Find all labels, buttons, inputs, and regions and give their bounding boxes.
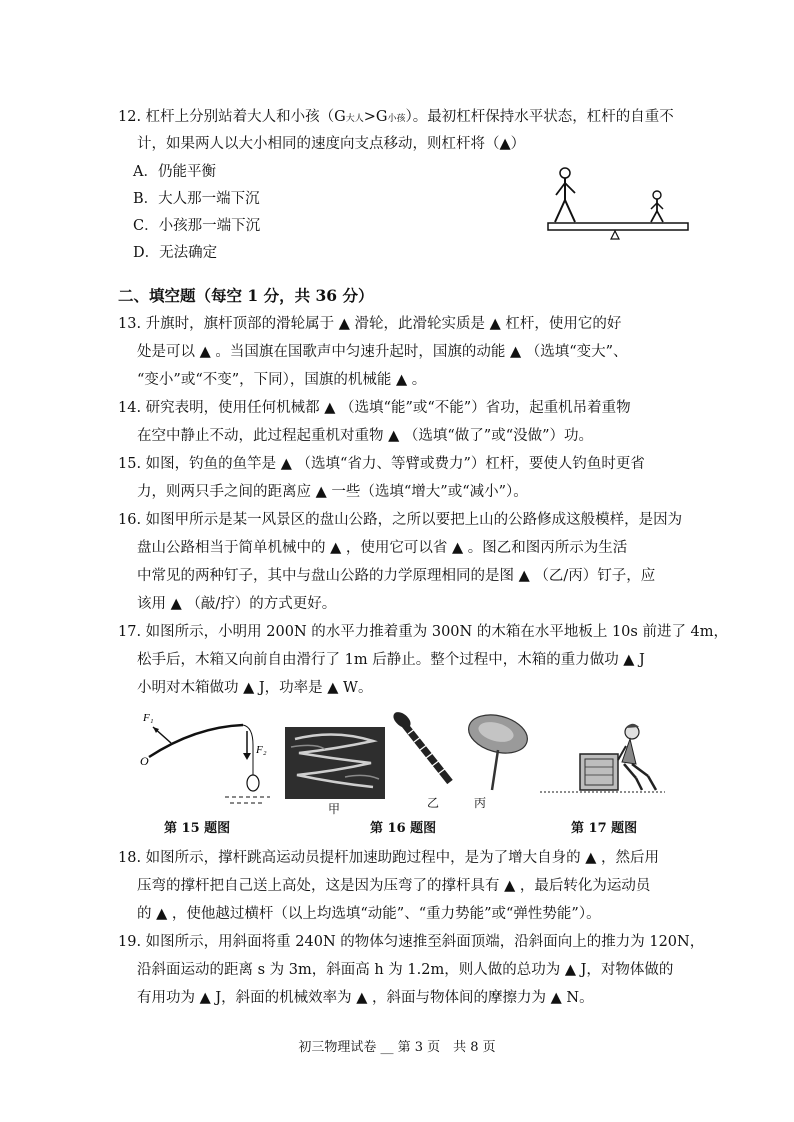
page-footer: 初三物理试卷 __ 第 3 页 共 8 页	[298, 1040, 496, 1055]
q16-line-4: 该用 ▲ （敲/拧）的方式更好。	[137, 596, 337, 612]
q16-line-3: 中常见的两种钉子，其中与盘山公路的力学原理相同的是图 ▲ （乙/丙）钉子，应	[137, 568, 656, 584]
q19-line-2: 沿斜面运动的距离 s 为 3m，斜面高 h 为 1.2m，则人做的总功为 ▲ J，对物体做的	[137, 962, 674, 978]
f1-label: F₁	[143, 712, 154, 724]
q18-line-2: 压弯的撑杆把自己送上高处，这是因为压弯了的撑杆具有 ▲ ，最后转化为运动员	[137, 878, 651, 894]
q15-line-1: 15. 如图，钓鱼的鱼竿是 ▲ （选填“省力、等臂或费力”）杠杆，要使人钓鱼时更省	[118, 456, 645, 472]
q13-line-1: 13. 升旗时，旗杆顶部的滑轮属于 ▲ 滑轮，此滑轮实质是 ▲ 杠杆，使用它的好	[118, 316, 622, 332]
label-bing: 丙	[474, 796, 487, 810]
label-yi: 乙	[427, 796, 440, 810]
q19-line-3: 有用功为 ▲ J，斜面的机械效率为 ▲ ，斜面与物体间的摩擦力为 ▲ N。	[137, 990, 594, 1006]
o-label: O	[140, 754, 149, 768]
q19-line-1: 19. 如图所示，用斜面将重 240N 的物体匀速推至斜面顶端，沿斜面向上的推力为 120N，	[118, 934, 705, 950]
q12-option-b: B．大人那一端下沉	[133, 191, 260, 207]
q14-line-2: 在空中静止不动，此过程起重机对重物 ▲ （选填“做了”或“没做”）功。	[137, 428, 594, 444]
fishing-rod-figure	[135, 705, 275, 815]
caption-fig-16: 第 16 题图	[370, 821, 437, 836]
q12-option-a: A．仍能平衡	[133, 164, 216, 180]
q14-line-1: 14. 研究表明，使用任何机械都 ▲ （选填“能”或“不能”）省功，起重机吊着重物	[118, 400, 631, 416]
q15-line-2: 力，则两只手之间的距离应 ▲ 一些（选填“增大”或“减小”）。	[137, 484, 528, 500]
pushing-box-figure	[540, 712, 665, 802]
q18-line-3: 的 ▲ ，使他越过横杆（以上均选填“动能”、“重力势能”或“弹性势能”）。	[137, 906, 601, 922]
f2-arrowhead	[243, 753, 251, 760]
q18-line-1: 18. 如图所示，撑杆跳高运动员提杆加速助跑过程中，是为了增大自身的 ▲ ，然后用	[118, 850, 660, 866]
mountain-road-photo	[285, 727, 385, 799]
label-jia: 甲	[328, 802, 341, 816]
q17-line-3: 小明对木箱做功 ▲ J，功率是 ▲ W。	[137, 680, 373, 696]
q12-line-1	[118, 107, 708, 129]
q13-line-2: 处是可以 ▲ 。当国旗在国歌声中匀速升起时，国旗的动能 ▲ （选填“变大”、	[137, 344, 628, 360]
caption-fig-17: 第 17 题图	[571, 821, 638, 836]
seesaw-figure	[545, 165, 695, 245]
q12-text-b: >G	[363, 109, 388, 125]
q13-line-3: “变小”或“不变”，下同），国旗的机械能 ▲ 。	[137, 372, 427, 388]
q12-line-2: 计，如果两人以大小相同的速度向支点移动，则杠杆将（▲）	[137, 136, 526, 152]
q12-text-a: 12. 杠杆上分别站着大人和小孩（G	[118, 109, 346, 125]
section-2-heading: 二、填空题（每空 1 分，共 36 分）	[118, 286, 374, 305]
rod	[149, 725, 243, 757]
q17-line-2: 松手后，木箱又向前自由滑行了 1m 后静止。整个过程中，木箱的重力做功 ▲ J	[137, 652, 645, 668]
q12-option-c: C．小孩那一端下沉	[133, 218, 261, 234]
subscript-adult: 大人	[345, 114, 364, 124]
q16-line-1: 16. 如图甲所示是某一风景区的盘山公路，之所以要把上山的公路修成这般模样，是因为	[118, 512, 683, 528]
q17-line-1: 17. 如图所示，小明用 200N 的水平力推着重为 300N 的木箱在水平地板上 10s 前进了 4m，	[118, 624, 729, 640]
caption-fig-15: 第 15 题图	[164, 821, 231, 836]
thumbtack-figure	[458, 710, 538, 795]
f2-label: F₂	[256, 744, 267, 756]
fishing-line	[243, 725, 253, 775]
fish-icon	[247, 775, 259, 791]
q12-option-d: D．无法确定	[133, 245, 218, 261]
q16-line-2: 盘山公路相当于简单机械中的 ▲ ，使用它可以省 ▲ 。图乙和图丙所示为生活	[137, 540, 628, 556]
screw-figure	[390, 710, 460, 790]
subscript-child: 小孩	[387, 114, 406, 124]
q12-text-c: ）。最初杠杆保持水平状态，杠杆的自重不	[405, 109, 674, 125]
